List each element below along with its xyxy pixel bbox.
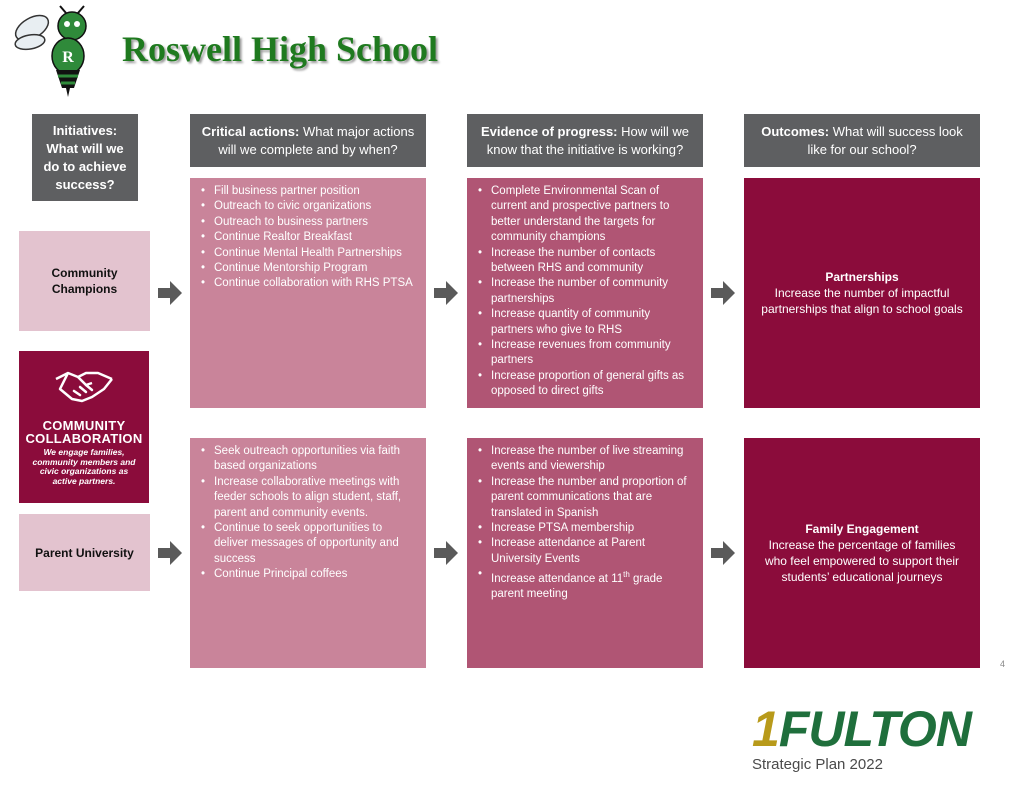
list-item: • Continue collaboration with RHS PTSA bbox=[214, 276, 416, 291]
actions-list bbox=[198, 444, 416, 583]
list-item: • Continue to seek opportunities to deliver messages of opportunity and success bbox=[214, 521, 416, 567]
list-item: • Continue Mental Health Partnerships bbox=[214, 246, 416, 261]
arrow-right-icon bbox=[709, 539, 737, 572]
partnerships-outcome bbox=[744, 178, 980, 408]
list-item: • Seek outreach opportunities via faith based organizations bbox=[214, 444, 416, 475]
collaboration-title-line1: COMMUNITY bbox=[42, 418, 126, 433]
evidence-header bbox=[467, 114, 703, 167]
arrow-right-icon bbox=[709, 279, 737, 312]
collaboration-subtitle: We engage families, community members and civic organizations as active partners. bbox=[32, 447, 136, 486]
row-label-parent-university bbox=[19, 514, 150, 591]
evidence-question: How will we know that the initiative is working? bbox=[486, 123, 690, 157]
list-item: • Increase PTSA membership bbox=[491, 521, 693, 536]
list-item: • Continue Realtor Breakfast bbox=[214, 230, 416, 245]
outcomes-header-text bbox=[754, 123, 970, 159]
arrow-right-icon bbox=[432, 539, 460, 572]
outcomes-header bbox=[744, 114, 980, 167]
handshake-icon bbox=[19, 365, 149, 407]
community-collaboration-badge bbox=[19, 351, 149, 503]
row-label-community-champions bbox=[19, 231, 150, 331]
outcomes-question: What will success look like for our school? bbox=[807, 123, 963, 157]
collaboration-title-line2: COLLABORATION bbox=[25, 431, 143, 446]
critical-actions-question: What major actions will we complete and by when? bbox=[218, 123, 415, 157]
list-item: • Increase collaborative meetings with feeder schools to align student, staff, parent and community events. bbox=[214, 475, 416, 521]
list-item: • Outreach to business partners bbox=[214, 215, 416, 230]
outcome-text: Increase the percentage of families who feel empowered to support their students’ educational journeys bbox=[764, 538, 960, 584]
list-item-text: grade parent meeting bbox=[491, 573, 663, 601]
parent-university-evidence bbox=[467, 438, 703, 668]
critical-actions-header-text bbox=[200, 123, 416, 159]
critical-actions-header bbox=[190, 114, 426, 167]
ordinal-suffix: th bbox=[623, 570, 630, 580]
evidence-list bbox=[475, 184, 693, 400]
page-number: 4 bbox=[999, 659, 1005, 669]
list-item: • Increase the number and proportion of parent communications that are translated in Spanish bbox=[491, 475, 693, 521]
list-item-text: Increase attendance at 11 bbox=[491, 573, 624, 586]
list-item: • Continue Mentorship Program bbox=[214, 261, 416, 276]
parent-university-actions bbox=[190, 438, 426, 668]
arrow-right-icon bbox=[156, 539, 184, 572]
fulton-logo bbox=[752, 701, 1012, 784]
initiatives-header-text: Initiatives: What will we do to achieve success? bbox=[43, 122, 127, 192]
fulton-logo-subtitle: Strategic Plan 2022 bbox=[752, 756, 883, 773]
evidence-list bbox=[475, 444, 693, 603]
hornet-mascot-logo bbox=[10, 4, 96, 98]
outcome-heading: Family Engagement bbox=[805, 522, 919, 536]
list-item: • Increase attendance at Parent University Events bbox=[491, 536, 693, 567]
row-label-text: Community Champions bbox=[51, 266, 118, 296]
fulton-logo-numeral: 1 bbox=[752, 701, 779, 757]
outcome-text: Increase the number of impactful partnerships that align to school goals bbox=[761, 286, 963, 316]
row-label-text: Parent University bbox=[35, 545, 134, 560]
outcomes-label: Outcomes: bbox=[761, 123, 830, 139]
outcome-heading: Partnerships bbox=[825, 270, 899, 284]
svg-text:R: R bbox=[62, 49, 74, 66]
list-item: • Increase revenues from community partners bbox=[491, 338, 693, 369]
list-item: • Complete Environmental Scan of current and prospective partners to better understand the targets for community champions bbox=[491, 184, 693, 246]
community-champions-evidence bbox=[467, 178, 703, 408]
list-item: • Outreach to civic organizations bbox=[214, 199, 416, 214]
page-title: Roswell High School bbox=[122, 29, 439, 69]
list-item: • Increase the number of community partnerships bbox=[491, 276, 693, 307]
evidence-label: Evidence of progress: bbox=[480, 123, 618, 139]
fulton-logo-word: FULTON bbox=[778, 701, 971, 757]
list-item: • Increase the number of live streaming events and viewership bbox=[491, 444, 693, 475]
community-champions-actions bbox=[190, 178, 426, 408]
evidence-header-text bbox=[477, 123, 693, 159]
list-item: • Increase the number of contacts between RHS and community bbox=[491, 246, 693, 277]
initiatives-header bbox=[32, 114, 138, 201]
list-item: • Increase quantity of community partners who give to RHS bbox=[491, 307, 693, 338]
arrow-right-icon bbox=[156, 279, 184, 312]
critical-actions-label: Critical actions: bbox=[201, 123, 300, 139]
arrow-right-icon bbox=[432, 279, 460, 312]
list-item bbox=[491, 567, 693, 603]
list-item: • Fill business partner position bbox=[214, 184, 416, 199]
actions-list bbox=[198, 184, 416, 292]
list-item: • Increase proportion of general gifts as opposed to direct gifts bbox=[491, 369, 693, 400]
family-engagement-outcome bbox=[744, 438, 980, 668]
list-item: • Continue Principal coffees bbox=[214, 567, 416, 582]
